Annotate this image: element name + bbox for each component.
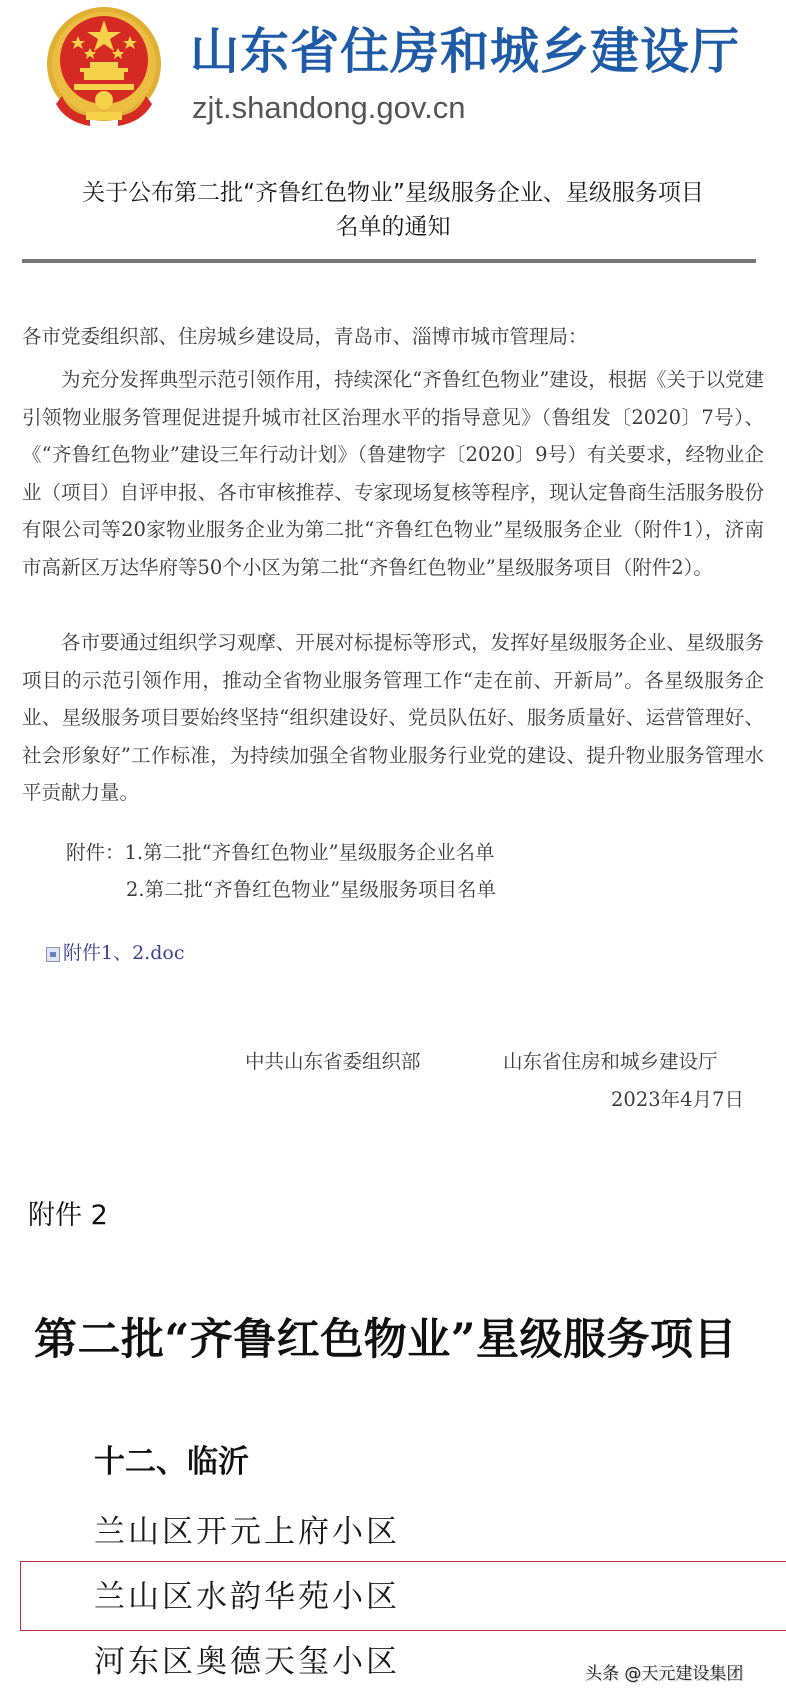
attachments-label: 附件：	[66, 841, 125, 864]
title-divider	[22, 259, 756, 263]
project-item: 兰山区开元上府小区	[94, 1514, 400, 1550]
issue-date: 2023年4月7日	[611, 1088, 744, 1111]
project-item-highlighted: 兰山区水韵华苑小区	[0, 1567, 786, 1632]
signature-left: 中共山东省委组织部	[245, 1050, 421, 1073]
national-emblem-icon	[40, 4, 168, 132]
notice-title-line1: 关于公布第二批“齐鲁红色物业”星级服务企业、星级服务项目	[82, 180, 704, 206]
section-heading: 十二、临沂	[94, 1444, 249, 1480]
attachment-2-title: 第二批“齐鲁红色物业”星级服务项目	[34, 1315, 737, 1365]
salutation	[22, 318, 764, 356]
watermark: 头条 @天元建设集团	[585, 1664, 744, 1684]
doc-file-icon	[46, 947, 60, 962]
paragraph-1	[22, 361, 764, 587]
file-link-label: 附件1、2.doc	[63, 942, 185, 964]
notice-title	[20, 176, 766, 244]
salutation-text: 各市党委组织部、住房城乡建设局，青岛市、淄博市城市管理局：	[22, 325, 588, 348]
attachment-item-1: 1.第二批“齐鲁红色物业”星级服务企业名单	[124, 841, 495, 864]
attachment-item-2: 2.第二批“齐鲁红色物业”星级服务项目名单	[126, 878, 497, 901]
attachments-list	[66, 834, 496, 908]
notice-title-line2: 名单的通知	[335, 214, 451, 240]
attachment-2-label: 附件 2	[28, 1200, 108, 1231]
org-name: 山东省住房和城乡建设厅	[190, 23, 741, 80]
paragraph-2	[22, 624, 764, 812]
project-item: 河东区奥德天玺小区	[94, 1644, 400, 1680]
signature-right: 山东省住房和城乡建设厅	[503, 1050, 718, 1073]
attachment-file-link[interactable]	[46, 938, 184, 965]
site-header	[0, 0, 786, 140]
org-url: zjt.shandong.gov.cn	[192, 90, 466, 125]
paragraph-1-text: 为充分发挥典型示范引领作用，持续深化“齐鲁红色物业”建设，根据《关于以党建引领物业服务管理促进提升城市社区治理水平的指导意见》（鲁组发〔2020〕7号）、《“齐鲁红色物业”建设三年行动计划》（鲁建物字〔2020〕9号）有关要求，经物业企业（项目）自评申报、各市审核推荐、专家现场复核等程序，现认定鲁商生活服务股份有限公司等20家物业服务企业为第二批“齐鲁红色物业”星级服务企业（附件1），济南市高新区万达华府等50个小区为第二批“齐鲁红色物业”星级服务项目（附件2）。	[22, 368, 764, 579]
paragraph-2-text: 各市要通过组织学习观摩、开展对标提标等形式，发挥好星级服务企业、星级服务项目的示范引领作用，推动全省物业服务管理工作“走在前、开新局”。各星级服务企业、星级服务项目要始终坚持“组织建设好、党员队伍好、服务质量好、运营管理好、社会形象好”工作标准，为持续加强全省物业服务行业党的建设、提升物业服务管理水平贡献力量。	[22, 631, 764, 805]
